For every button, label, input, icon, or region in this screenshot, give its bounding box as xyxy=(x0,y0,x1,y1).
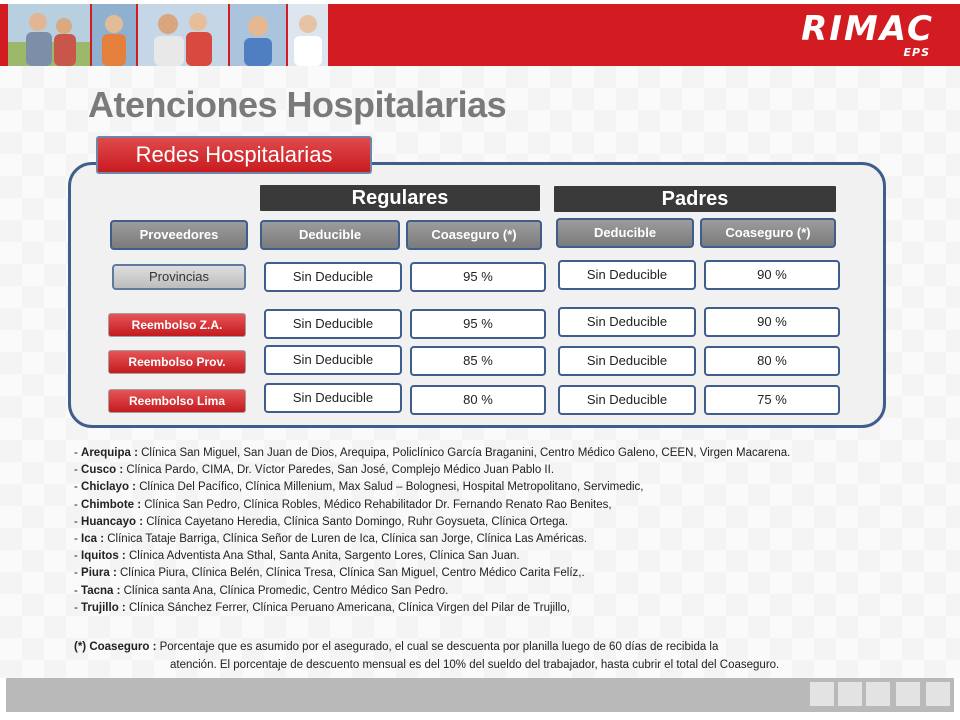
clinic-note: - Ica : Clínica Tataje Barriga, Clínica Señor de Luren de Ica, Clínica san Jorge, Clínica Las Américas. xyxy=(74,533,588,546)
cell-regulares-deducible: Sin Deducible xyxy=(264,309,402,339)
clinic-note: - Chimbote : Clínica San Pedro, Clínica Robles, Médico Rehabilitador Dr. Fernando Renato Rao Benites, xyxy=(74,498,612,511)
clinic-note: - Trujillo : Clínica Sánchez Ferrer, Clínica Peruano Americana, Clínica Virgen del Pilar de Trujillo, xyxy=(74,601,570,614)
cell-padres-coaseguro: 90 % xyxy=(704,260,840,290)
girl-photo xyxy=(230,4,286,66)
cell-regulares-deducible: Sin Deducible xyxy=(264,345,402,375)
clinic-note: - Tacna : Clínica santa Ana, Clínica Promedic, Centro Médico San Pedro. xyxy=(74,584,449,597)
group-padres: Padres xyxy=(554,186,836,212)
cell-regulares-coaseguro: 85 % xyxy=(410,346,546,376)
row-label-reembolso-za: Reembolso Z.A. xyxy=(108,313,246,337)
cell-padres-deducible: Sin Deducible xyxy=(558,260,696,290)
doctor-photo xyxy=(288,4,328,66)
header xyxy=(0,0,960,66)
footer-square xyxy=(866,682,890,706)
rimac-logo-eps: EPS xyxy=(903,46,930,59)
header-coaseguro-padres: Coaseguro (*) xyxy=(700,218,836,248)
cell-padres-deducible: Sin Deducible xyxy=(558,385,696,415)
networks-tab: Redes Hospitalarias xyxy=(96,136,372,174)
cell-padres-deducible: Sin Deducible xyxy=(558,346,696,376)
header-proveedores: Proveedores xyxy=(110,220,248,250)
clinic-note: - Iquitos : Clínica Adventista Ana Sthal, Santa Anita, Sargento Lores, Clínica San Juan. xyxy=(74,550,520,563)
cell-regulares-coaseguro: 95 % xyxy=(410,262,546,292)
family-photo xyxy=(8,4,90,66)
cell-padres-deducible: Sin Deducible xyxy=(558,307,696,337)
header-coaseguro-regulares: Coaseguro (*) xyxy=(406,220,542,250)
page-title: Atenciones Hospitalarias xyxy=(88,84,507,125)
cell-regulares-deducible: Sin Deducible xyxy=(264,383,402,413)
footnote-line2: atención. El porcentaje de descuento mensual es del 10% del sueldo del trabajador, hasta cubrir el total del Coaseguro. xyxy=(170,659,780,671)
footer-square xyxy=(810,682,834,706)
row-label-provincias: Provincias xyxy=(112,264,246,290)
cell-regulares-coaseguro: 80 % xyxy=(410,385,546,415)
footnote-line1: Porcentaje que es asumido por el asegurado, el cual se descuenta por planilla luego de 60 días de recibida la xyxy=(156,641,719,653)
header-deducible-regulares: Deducible xyxy=(260,220,400,250)
cell-padres-coaseguro: 75 % xyxy=(704,385,840,415)
clinic-note: - Chiclayo : Clínica Del Pacífico, Clínica Millenium, Max Salud – Bolognesi, Hospital Metropolitano, Servimedic, xyxy=(74,481,644,494)
clinic-note: - Piura : Clínica Piura, Clínica Belén, Clínica Tresa, Clínica San Miguel, Centro Médico Carita Felíz,. xyxy=(74,567,585,580)
cell-padres-coaseguro: 80 % xyxy=(704,346,840,376)
cell-regulares-coaseguro: 95 % xyxy=(410,309,546,339)
cell-padres-coaseguro: 90 % xyxy=(704,307,840,337)
clinic-note: - Huancayo : Clínica Cayetano Heredia, Clínica Santo Domingo, Ruhr Goysueta, Clínica Ortega. xyxy=(74,515,569,528)
cell-regulares-deducible: Sin Deducible xyxy=(264,262,402,292)
father-child-photo xyxy=(138,4,228,66)
row-label-reembolso-prov: Reembolso Prov. xyxy=(108,350,246,374)
footer-square xyxy=(838,682,862,706)
footnote-label: (*) Coaseguro : xyxy=(74,641,157,653)
coaseguro-footnote xyxy=(74,638,934,674)
group-regulares: Regulares xyxy=(260,185,540,211)
footer-square xyxy=(926,682,950,706)
row-label-reembolso-lima: Reembolso Lima xyxy=(108,389,246,413)
clinic-note: - Arequipa : Clínica San Miguel, San Juan de Dios, Arequipa, Policlínico García Braganini, Centro Médico Galeno, CEEN, Virgen Macarena. xyxy=(74,447,791,459)
child-photo xyxy=(92,4,136,66)
header-deducible-padres: Deducible xyxy=(556,218,694,248)
rimac-logo: RIMAC xyxy=(801,9,934,49)
clinics-list xyxy=(74,445,934,617)
footer-square xyxy=(896,682,920,706)
clinic-note: - Cusco : Clínica Pardo, CIMA, Dr. Víctor Paredes, San José, Complejo Médico Juan Pablo II. xyxy=(74,464,555,477)
